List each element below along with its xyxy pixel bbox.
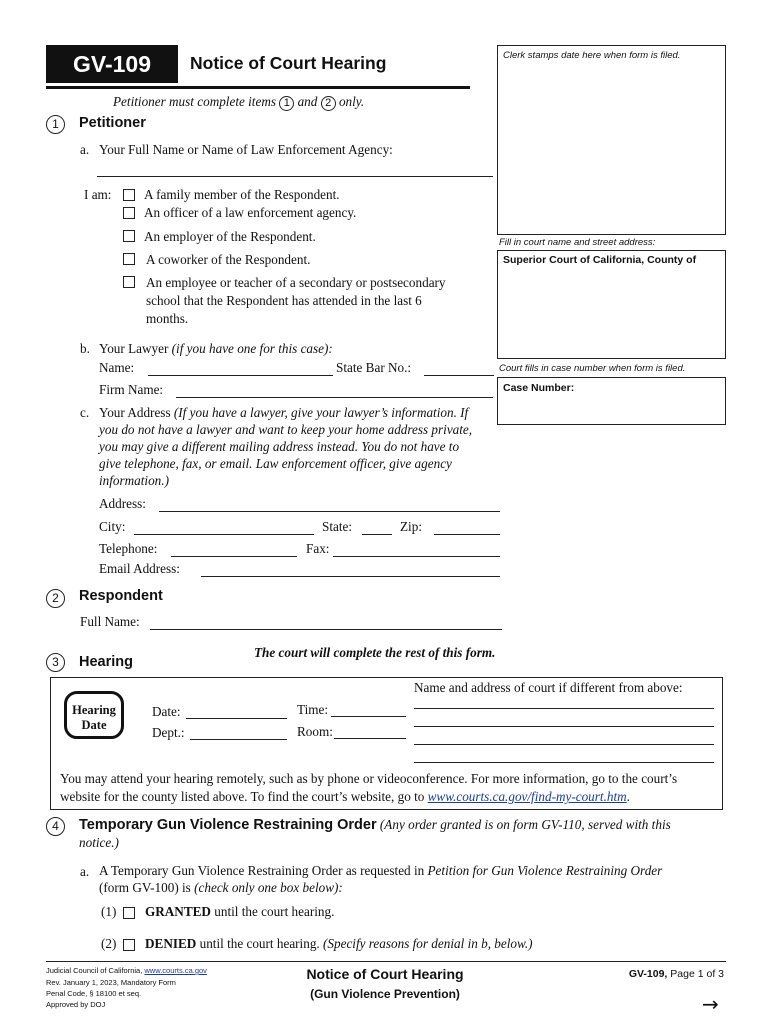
denied-option-number: (2) [101, 936, 117, 951]
address-note-line4: give telephone, fax, or email. Law enforcement officer, give agency [99, 456, 452, 471]
hearing-date-badge [64, 691, 124, 739]
item-1-marker: 1 [279, 96, 294, 111]
header-rule [46, 86, 470, 89]
alt-court-line-4[interactable] [414, 762, 714, 763]
firm-name-label: Firm Name: [99, 382, 164, 397]
footer-code: Penal Code, § 18100 et seq. [46, 989, 142, 998]
checkbox-employer[interactable] [123, 230, 135, 242]
iam-label: I am: [84, 187, 112, 202]
hearing-date-label: Date: [152, 704, 181, 719]
item-4a-text-1: A Temporary Gun Violence Restraining Order as requested in Petition for Gun Violence Restraining Order [99, 863, 663, 878]
denied-option: DENIED until the court hearing. (Specify reasons for denial in b, below.) [145, 936, 533, 951]
section-4-number: 4 [46, 817, 65, 836]
address-note-line2: you do not have a lawyer and want to keep your home address private, [99, 422, 473, 437]
hearing-time-label: Time: [297, 702, 329, 717]
respondent-full-name-field[interactable] [150, 629, 502, 630]
item-1b-letter: b. [80, 341, 90, 356]
section-1-number: 1 [46, 115, 65, 134]
item-1a-letter: a. [80, 142, 90, 157]
option-employee-teacher-line3: months. [146, 311, 189, 326]
form-id: GV-109 [73, 51, 151, 77]
alt-court-line-2[interactable] [414, 726, 714, 727]
checkbox-law-enforcement[interactable] [123, 207, 135, 219]
bar-number-field[interactable] [424, 375, 494, 376]
case-fill-label: Court fills in case number when form is filed. [499, 363, 686, 374]
item-4a-letter: a. [80, 864, 90, 879]
petitioner-name-field[interactable] [97, 176, 493, 177]
checkbox-denied[interactable] [123, 939, 135, 951]
state-field[interactable] [362, 534, 392, 535]
next-page-arrow-icon[interactable]: → [702, 992, 719, 1016]
item-1c-label: Your Address (If you have a lawyer, give your lawyer’s information. If [99, 405, 469, 420]
option-coworker: A coworker of the Respondent. [146, 252, 311, 267]
option-family-member: A family member of the Respondent. [144, 187, 340, 202]
fax-label: Fax: [306, 541, 330, 556]
section-2-number: 2 [46, 589, 65, 608]
checkbox-granted[interactable] [123, 907, 135, 919]
respondent-full-name-label: Full Name: [80, 614, 140, 629]
footer-page-info: GV-109, Page 1 of 3 [628, 968, 724, 980]
footer-council: Judicial Council of California, www.courts.ca.gov [46, 966, 207, 975]
firm-name-field[interactable] [176, 397, 493, 398]
state-label: State: [322, 519, 353, 534]
hearing-dept-field[interactable] [190, 739, 287, 740]
case-number-label: Case Number: [503, 382, 575, 394]
address-field[interactable] [159, 511, 500, 512]
zip-label: Zip: [400, 519, 422, 534]
form-title: Notice of Court Hearing [190, 53, 387, 73]
checkbox-coworker[interactable] [123, 253, 135, 265]
bar-number-label: State Bar No.: [336, 360, 412, 375]
alt-court-label: Name and address of court if different from above: [414, 680, 683, 695]
granted-option-number: (1) [101, 904, 117, 919]
fax-field[interactable] [333, 556, 500, 557]
lawyer-name-label: Name: [99, 360, 135, 375]
telephone-field[interactable] [171, 556, 297, 557]
footer-rev: Rev. January 1, 2023, Mandatory Form [46, 978, 176, 987]
address-label: Address: [99, 496, 146, 511]
hearing-room-label: Room: [297, 724, 333, 739]
petitioner-instruction: Petitioner must complete items 1 and 2 only. [113, 94, 365, 109]
hearing-date-field[interactable] [186, 718, 287, 719]
remote-hearing-text-2: website for the county listed above. To find the court’s website, go to www.courts.ca.gov/find-my-court.htm. [60, 789, 630, 804]
city-field[interactable] [134, 534, 314, 535]
option-employee-teacher: An employee or teacher of a secondary or postsecondary [146, 275, 446, 290]
clerk-stamp-box[interactable] [497, 45, 726, 235]
option-law-enforcement: An officer of a law enforcement agency. [144, 205, 357, 220]
hearing-badge-line2: Date [81, 718, 107, 732]
section-4-heading: Temporary Gun Violence Restraining Order (Any order granted is on form GV-110, served with this [79, 817, 671, 833]
telephone-label: Telephone: [99, 541, 158, 556]
item-1c-letter: c. [80, 405, 90, 420]
section-1-title: Petitioner [79, 115, 146, 131]
hearing-time-field[interactable] [331, 716, 406, 717]
footer-approved: Approved by DOJ [46, 1000, 106, 1009]
find-my-court-link[interactable]: www.courts.ca.gov/find-my-court.htm [427, 789, 627, 804]
city-label: City: [99, 519, 126, 534]
hearing-dept-label: Dept.: [152, 725, 185, 740]
checkbox-family-member[interactable] [123, 189, 135, 201]
court-name-box[interactable] [497, 250, 726, 359]
footer-rule [46, 961, 726, 962]
alt-court-line-1[interactable] [414, 708, 714, 709]
granted-option: GRANTED until the court hearing. [145, 904, 335, 919]
item-2-marker: 2 [321, 96, 336, 111]
court-name: Superior Court of California, County of [503, 254, 697, 266]
section-3-title: Hearing [79, 654, 133, 670]
address-note-line3: you may give a different mailing address instead. You do not have to [99, 439, 460, 454]
email-field[interactable] [201, 576, 500, 577]
section-4-note-line2: notice.) [79, 835, 119, 850]
address-note-line5: information.) [99, 473, 169, 488]
footer-title: Notice of Court Hearing [306, 966, 464, 982]
item-4a-text-2: (form GV-100) is (check only one box below): [99, 880, 343, 895]
item-1b-label: Your Lawyer (if you have one for this case): [99, 341, 333, 356]
lawyer-name-field[interactable] [148, 375, 333, 376]
court-complete-note: The court will complete the rest of this form. [254, 645, 496, 660]
checkbox-employee-teacher[interactable] [123, 276, 135, 288]
court-fill-label: Fill in court name and street address: [499, 237, 656, 248]
item-1a-label: Your Full Name or Name of Law Enforcement Agency: [99, 142, 393, 157]
section-2-title: Respondent [79, 588, 163, 604]
email-label: Email Address: [99, 561, 180, 576]
section-3-number: 3 [46, 653, 65, 672]
courts-link[interactable]: www.courts.ca.gov [144, 966, 207, 975]
section-4-title: Temporary Gun Violence Restraining Order [79, 817, 377, 833]
remote-hearing-text-1: You may attend your hearing remotely, such as by phone or videoconference. For more information, go to the court’s [60, 771, 678, 786]
hearing-badge-line1: Hearing [72, 703, 116, 717]
option-employer: An employer of the Respondent. [144, 229, 316, 244]
footer-subtitle: (Gun Violence Prevention) [310, 987, 460, 1001]
form-id-badge [46, 45, 178, 83]
hearing-room-field[interactable] [334, 738, 406, 739]
option-employee-teacher-line2: school that the Respondent has attended in the last 6 [146, 293, 422, 308]
alt-court-line-3[interactable] [414, 744, 714, 745]
zip-field[interactable] [434, 534, 500, 535]
clerk-stamp-label: Clerk stamps date here when form is filed. [503, 50, 681, 61]
